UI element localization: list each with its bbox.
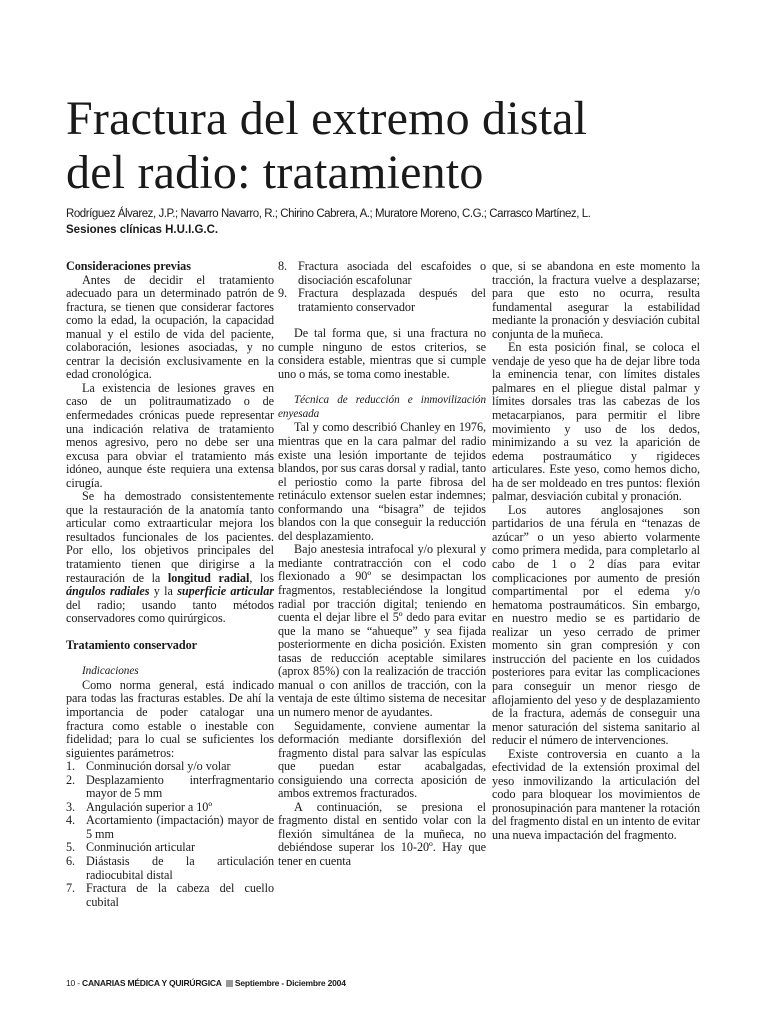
paragraph: Seguidamente, conviene aumentar la deformación mediante dorsiflexión del fragmento distal para salvar las espículas que puedan estar acabalgadas, consiguiendo una correcta aposición de ambos extremos fracturados. [278, 718, 486, 801]
paragraph: Tal y como describió Chanley en 1976, mientras que en la cara palmar del radio existe una lesión importante de tejidos blandos, por sus caras dorsal y radial, tanto el periostio como la parte fibrosa del retináculo extensor suelen estar indemnes; conformando una “bisagra” de tejidos blandos con la que conseguir la reducción del desplazamiento. [278, 420, 486, 543]
subsection-heading: Indicaciones [82, 665, 139, 678]
list-text: Desplazamiento interfragmentario mayor de 5 mm [86, 772, 274, 801]
spacer [278, 381, 486, 394]
list-number: 7. [66, 881, 76, 896]
title-line-1: Fractura del extremo distal [66, 92, 588, 145]
paragraph: En esta posición final, se coloca el vendaje de yeso que ha de dejar libre toda la eminencia tenar, con límites distales palmares en el pliegue distal palmar y límites dorsales tras las cabezas de los metacarpianos, para permitir el libre movimiento y uso de los dedos, minimizando a su vez la aparición de edema postraumático y rigideces articulares. Este yeso, como hemos dicho, ha de ser moldeado en tres puntos: flexión palmar, desviación cubital y pronación. [492, 340, 700, 504]
list-number: 8. [278, 259, 288, 273]
emphasis: longitud radial [167, 570, 250, 585]
page-footer: 10 - CANARIAS MÉDICA Y QUIRÚRGICA Septiembre - Diciembre 2004 [66, 978, 346, 988]
list-item [66, 814, 274, 841]
list-number: 2. [66, 772, 76, 787]
journal-name: CANARIAS MÉDICA Y QUIRÚRGICA [82, 978, 222, 988]
list-item [66, 760, 274, 774]
text-run: Se ha demostrado consistentemente que la restauración de la anatomía tanto articular como extraarticular mejora los resultados funcionales de los pacientes. Por ello, los objetivos principales del tratamiento tienen que dirigirse a la restauración de la [66, 489, 274, 585]
section-heading: Tratamiento conservador [66, 637, 197, 652]
list-text: Fractura desplazada después del tratamiento conservador [298, 286, 486, 314]
list-item [66, 801, 274, 815]
session-label: Sesiones clínicas H.U.I.G.C. [66, 224, 219, 236]
paragraph: A continuación, se presiona el fragmento distal en sentido volar con la flexión simultánea de la muñeca, no debiéndose superar los 10-20º. Hay que tener en cuenta [278, 799, 486, 868]
emphasis: ángulos radiales [66, 584, 150, 599]
list-item [278, 287, 486, 314]
text-run: y la [149, 584, 178, 599]
list-item [278, 260, 486, 287]
title-line-2: del radio: tratamiento [66, 146, 484, 199]
list-text: Acortamiento (impactación) mayor de 5 mm [86, 813, 274, 841]
list-item [66, 882, 274, 909]
list-item [66, 855, 274, 882]
list-text: Fractura asociada del escafoides o disociación escafolunar [298, 259, 486, 287]
paragraph: Los autores anglosajones son partidarios de una férula en “tenazas de azúcar” o un yeso abierto volarmente como primera medida, para completarlo al cabo de 1 o 2 días para evitar complicaciones por aumento de presión compartimental por el edema y/o hematoma postraumáticos. Sin embargo, en nuestro medio se es partidario de realizar un yeso cerrado de primer momento sin gran compresión y con instrucción del paciente en los cuidados posteriores para evitar las complicaciones para conseguir un menor riesgo de aflojamiento del yeso y de desplazamiento de la fractura, además de conseguir una menor saturación del sistema sanitario al reducir el número de intervenciones. [492, 502, 700, 748]
paragraph: Como norma general, está indicado para todas las fracturas estables. De ahí la importancia de poder catalogar una fractura como estable o inestable con fidelidad; para lo cual se suficientes los siguientes parámetros: [66, 677, 274, 760]
column-3 [492, 260, 700, 843]
list-number: 6. [66, 853, 76, 868]
spacer [66, 652, 274, 665]
list-text: Angulación superior a 10º [86, 799, 213, 814]
list-item [66, 841, 274, 855]
criteria-list-continued [278, 260, 486, 314]
list-text: Conminución articular [86, 840, 195, 855]
paragraph: De tal forma que, si una fractura no cumple ninguno de estos criterios, se considera estable, mientras que si cumple uno o más, se toma como inestable. [278, 326, 486, 381]
list-text: Fractura de la cabeza del cuello cubital [86, 881, 274, 909]
list-item [66, 774, 274, 801]
paragraph: Existe controversia en cuanto a la efectividad de la extensión proximal del yeso inmovilizando la articulación del codo para bloquear los movimientos de pronosupinación para mantener la rotación del fragmento distal en un intento de evitar una nueva impactación del fragmento. [492, 746, 700, 842]
author-list: Rodríguez Álvarez, J.P.; Navarro Navarro, R.; Chirino Cabrera, A.; Muratore Moreno, C.G.; Carrasco Martínez, L. [66, 208, 591, 220]
list-number: 5. [66, 840, 76, 855]
column-2 [278, 260, 486, 869]
paragraph: Bajo anestesia intrafocal y/o plexural y mediante contratracción con el codo flexionado a 90º se desimpactan los fragmentos, restableciéndose la longitud radial por tracción digital; teniendo en cuenta el dejar libre el 5º dedo para evitar que la mano se “ahueque” y sea fijada posteriormente en dicha posición. Existen tasas de reducción aceptable similares (aprox 85%) con la realización de tracción manual o con anillos de tracción, con la ventaja de este último sistema de necesitar un numero menor de ayudantes. [278, 542, 486, 719]
paragraph [66, 490, 274, 625]
page-number: 10 [66, 978, 76, 988]
list-number: 1. [66, 759, 76, 774]
list-text: Diástasis de la articulación radiocubital distal [86, 853, 274, 882]
list-number: 9. [278, 286, 288, 301]
spacer [66, 626, 274, 639]
subsection-heading: Técnica de reducción e inmovilización enyesada [278, 394, 486, 420]
list-number: 4. [66, 813, 76, 828]
emphasis: superficie articular [177, 584, 274, 599]
text-run: del radio; usando tanto métodos conservadores como quirúrgicos. [66, 597, 274, 626]
paragraph: La existencia de lesiones graves en caso de un politraumatizado o de enfermedades crónicas puede representar una indicación relativa de tratamiento menos agresivo, pero no debe ser una excusa para obviar el tratamiento más idóneo, aunque éste requiera una extensa cirugía. [66, 380, 274, 490]
paragraph: Antes de decidir el tratamiento adecuado para un determinado patrón de fractura, se tienen que considerar factores como la edad, la ocupación, la capacidad manual y el estilo de vida del paciente, colaboración, lesiones asociadas, y no centrar la decisión exclusivamente en la edad cronológica. [66, 272, 274, 382]
section-heading: Consideraciones previas [66, 259, 191, 273]
list-number: 3. [66, 799, 76, 814]
list-text: Conminución dorsal y/o volar [86, 759, 231, 774]
criteria-list [66, 760, 274, 909]
article-title [66, 92, 726, 200]
column-1 [66, 260, 274, 909]
text-run: , los [249, 570, 274, 585]
square-icon [226, 980, 233, 987]
paragraph: que, si se abandona en este momento la tracción, la fractura vuelve a desplazarse; para que esto no ocurra, resulta fundamental asegurar la estabilidad mediante la pronación y desviación cubital conjunta de la muñeca. [492, 259, 700, 341]
issue-date: Septiembre - Diciembre 2004 [234, 978, 346, 988]
